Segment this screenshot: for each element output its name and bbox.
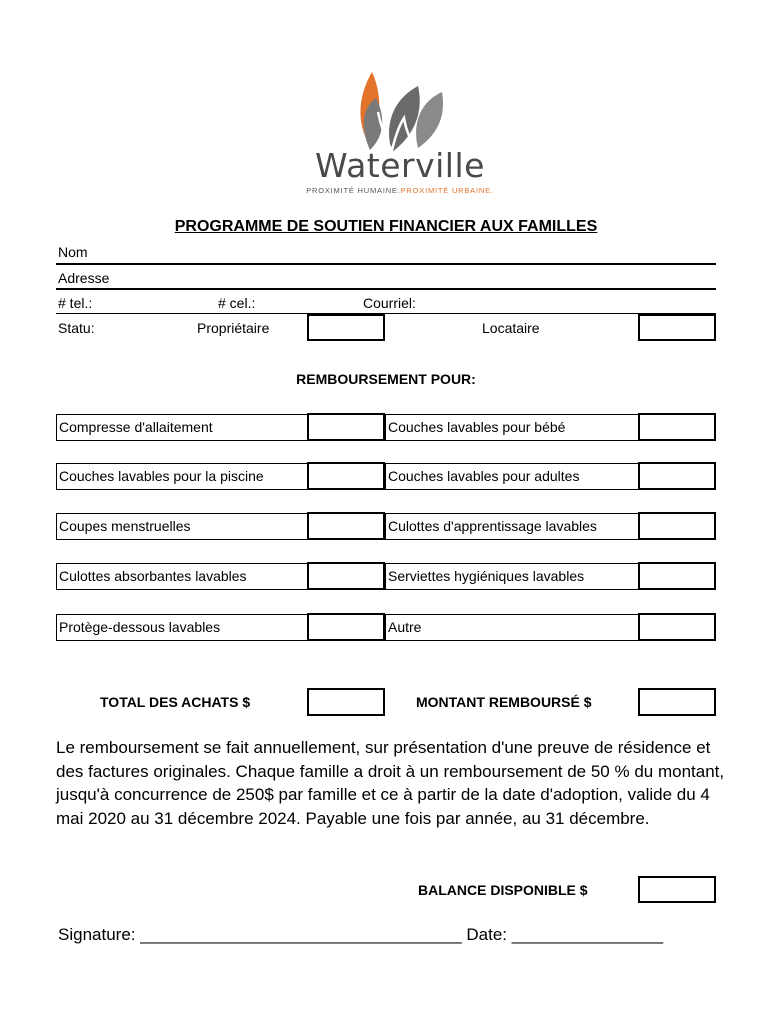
tel-label: # tel.: (58, 295, 93, 311)
reimbursement-heading: REMBOURSEMENT POUR: (296, 371, 476, 387)
logo-tagline (300, 186, 500, 195)
adresse-label: Adresse (58, 270, 110, 286)
locataire-label: Locataire (482, 320, 540, 336)
item-label: Compresse d'allaitement (56, 414, 308, 441)
locataire-checkbox[interactable] (638, 314, 716, 341)
tagline-part1: PROXIMITÉ HUMAINE. (306, 186, 401, 195)
cel-label: # cel.: (218, 295, 256, 311)
montant-rembourse-label: MONTANT REMBOURSÉ $ (416, 694, 592, 710)
logo-wordmark: Waterville (315, 146, 485, 185)
item-amount-box[interactable] (307, 562, 385, 590)
item-amount-box[interactable] (307, 462, 385, 490)
tagline-part2: PROXIMITÉ URBAINE. (400, 186, 494, 195)
item-label: Culottes d'apprentissage lavables (385, 513, 639, 540)
proprietaire-label: Propriétaire (197, 320, 270, 336)
item-amount-box[interactable] (638, 462, 716, 490)
reimbursement-terms: Le remboursement se fait annuellement, sur présentation d'une preuve de résidence et des factures originales. Chaque famille a droit à un remboursement de 50 % du montant, jusqu'à concurrence de 250$ par famille et ce à partir de la date d'adoption, valide du 4 mai 2020 au 31 décembre 2024. Payable une fois par année, au 31 décembre. (56, 738, 725, 828)
item-amount-box[interactable] (638, 613, 716, 641)
montant-rembourse-box[interactable] (638, 688, 716, 716)
item-amount-box[interactable] (638, 512, 716, 540)
item-amount-box[interactable] (307, 613, 385, 641)
balance-box[interactable] (638, 876, 716, 903)
item-label: Couches lavables pour la piscine (56, 463, 308, 490)
nom-label: Nom (58, 244, 88, 260)
total-achats-box[interactable] (307, 688, 385, 716)
proprietaire-checkbox[interactable] (307, 314, 385, 341)
form-title: PROGRAMME DE SOUTIEN FINANCIER AUX FAMILLES (174, 218, 598, 235)
item-label: Culottes absorbantes lavables (56, 563, 308, 590)
item-label: Couches lavables pour adultes (385, 463, 639, 490)
statu-label: Statu: (58, 320, 95, 336)
item-amount-box[interactable] (307, 512, 385, 540)
item-amount-box[interactable] (638, 413, 716, 441)
total-achats-label: TOTAL DES ACHATS $ (100, 694, 251, 710)
item-label: Coupes menstruelles (56, 513, 308, 540)
item-label: Protège-dessous lavables (56, 614, 308, 641)
nom-line[interactable] (56, 263, 716, 265)
signature-date-line[interactable]: Signature: __________________________________ Date: ________________ (58, 925, 664, 944)
adresse-line[interactable] (56, 288, 716, 290)
item-amount-box[interactable] (307, 413, 385, 441)
courriel-label: Courriel: (363, 295, 416, 311)
contact-line[interactable] (56, 313, 716, 314)
item-label: Serviettes hygiéniques lavables (385, 563, 639, 590)
item-amount-box[interactable] (638, 562, 716, 590)
item-label: Autre (385, 614, 639, 641)
item-label: Couches lavables pour bébé (385, 414, 639, 441)
balance-label: BALANCE DISPONIBLE $ (418, 882, 588, 898)
